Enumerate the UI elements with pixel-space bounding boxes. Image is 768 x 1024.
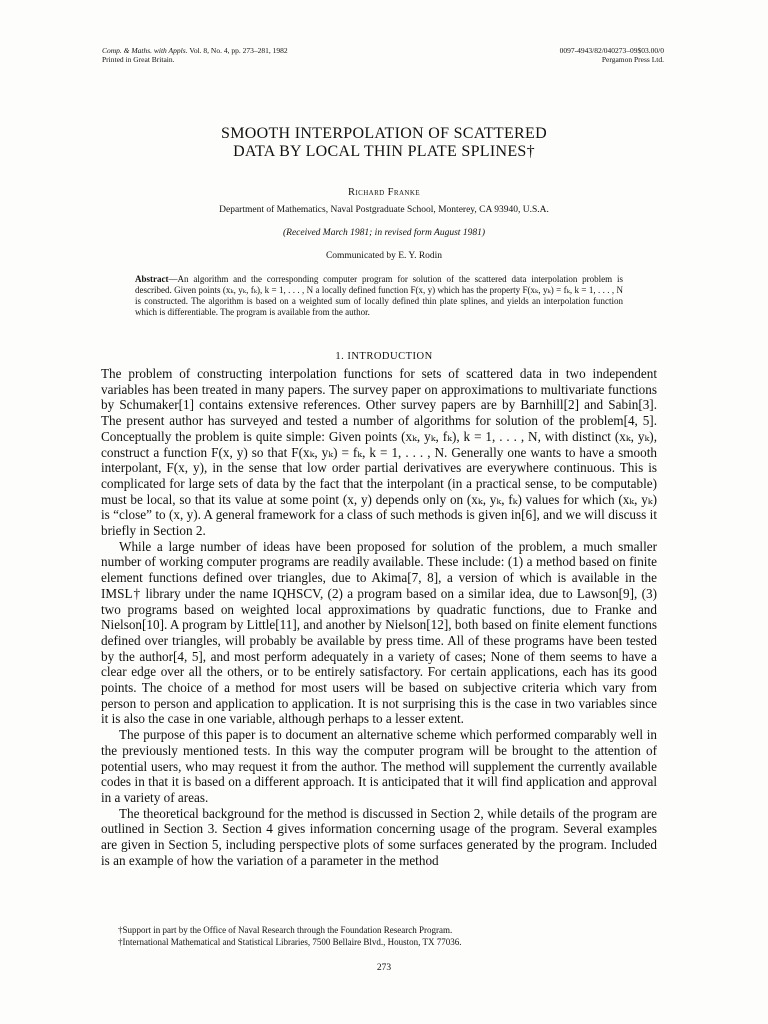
paragraph: The theoretical background for the method is discussed in Section 2, while details of the program are outlined in Section 3. Section 4 gives information concerning usage of the program. Several examples are given in Section 5, including perspective plots of some surfaces generated by the program. Included is an example of how the variation of a parameter in the method bbox=[101, 805, 657, 868]
abstract-text: —An algorithm and the corresponding computer program for solution of the scattered data interpolation problem is described. Given points (xₖ, yₖ, fₖ), k = 1, . . . , N a locally defined function F(x, y) which has the property F(xₖ, yₖ) = fₖ, k = 1, . . . , N is constructed. The algorithm is based on a weighted sum of locally defined thin plate splines, and yields an interpolation function which is differentiable. The program is available from the author. bbox=[135, 274, 623, 317]
journal-name: Comp. & Maths. with Appls. bbox=[102, 46, 188, 55]
paragraph: The purpose of this paper is to document an alternative scheme which performed comparably well in the previously mentioned tests. In this way the computer program will be brought to the attention of potential users, who may request it from the author. The method will supplement the currently available codes in that it is based on a different approach. It is anticipated that it will find application and approval in a variety of areas. bbox=[101, 727, 657, 805]
received-dates: (Received March 1981; in revised form August 1981) bbox=[282, 228, 485, 238]
paragraph: While a large number of ideas have been proposed for solution of the problem, a much smaller number of working computer programs are readily available. These include: (1) a method based on finite element functions defined over triangles, due to Akima[7, 8], a version of which is available in the IMSL† library under the name IQHSCV, (2) a program based on a similar idea, due to Lawson[9], (3) two programs based on weighted local approximations by quadratic functions, due to Franke and Nielson[10]. A program by Little[11], and another by Nielson[12], both based on finite element functions defined over triangles, will probably be available by press time. All of these programs have been tested by the author[4, 5], and most perform adequately in a variety of cases; None of them seems to have a clear edge over all the others, or to be entirely satisfactory. For certain applications, each has its good points. The choice of a method for most users will be based on subjective criteria which vary from person to person and application to application. It is not surprising this is the case in two variables since it is also the case in one variable, although perhaps to a lesser extent. bbox=[101, 538, 657, 727]
abstract bbox=[135, 274, 623, 318]
journal-header-left bbox=[102, 46, 288, 64]
journal-citation: Vol. 8, No. 4, pp. 273–281, 1982 bbox=[189, 46, 288, 55]
communicated-by: Communicated by E. Y. Rodin bbox=[325, 251, 443, 261]
footnotes bbox=[118, 924, 658, 948]
body-text bbox=[101, 366, 657, 869]
abstract-label: Abstract bbox=[135, 274, 169, 284]
journal-header-right bbox=[560, 46, 664, 64]
article-code: 0097-4943/82/040273–09$03.00/0 bbox=[559, 46, 664, 55]
title-line-2: DATA BY LOCAL THIN PLATE SPLINES† bbox=[233, 143, 535, 160]
printed-note: Printed in Great Britain. bbox=[102, 55, 175, 64]
title-line-1: SMOOTH INTERPOLATION OF SCATTERED bbox=[221, 125, 547, 142]
page-number: 273 bbox=[376, 963, 392, 973]
publisher: Pergamon Press Ltd. bbox=[601, 55, 664, 64]
footnote: †International Mathematical and Statistical Libraries, 7500 Bellaire Blvd., Houston, TX 77036. bbox=[118, 937, 462, 947]
paragraph: The problem of constructing interpolation functions for sets of scattered data in two independent variables has been treated in many papers. The survey paper on approximations to multivariate functions by Schumaker[1] contains extensive references. Other survey papers are by Barnhill[2] and Sabin[3]. The present author has surveyed and tested a number of algorithms for solution of the problem[4, 5]. Conceptually the problem is quite simple: Given points (xₖ, yₖ, fₖ), k = 1, . . . , N, with distinct (xₖ, yₖ), construct a function F(x, y) so that F(xₖ, yₖ) = fₖ, k = 1, . . . , N. Generally one wants to have a smooth interpolant, F(x, y), in the sense that low order partial derivatives are everywhere continuous. This is complicated for large sets of data by the fact that the interpolant (in a practical sense, to be computable) must be local, so that its value at some point (x, y) depends only on (xₖ, yₖ, fₖ) values for which (xₖ, yₖ) is “close” to (x, y). A general framework for a class of such methods is given in[6], and we will discuss it briefly in Section 2. bbox=[101, 366, 657, 539]
footnote: †Support in part by the Office of Naval Research through the Foundation Research Program. bbox=[118, 925, 453, 935]
author-name: Richard Franke bbox=[347, 187, 420, 198]
paper-title bbox=[0, 125, 768, 161]
author-affiliation: Department of Mathematics, Naval Postgraduate School, Monterey, CA 93940, U.S.A. bbox=[219, 205, 549, 215]
section-heading: 1. INTRODUCTION bbox=[335, 351, 433, 362]
